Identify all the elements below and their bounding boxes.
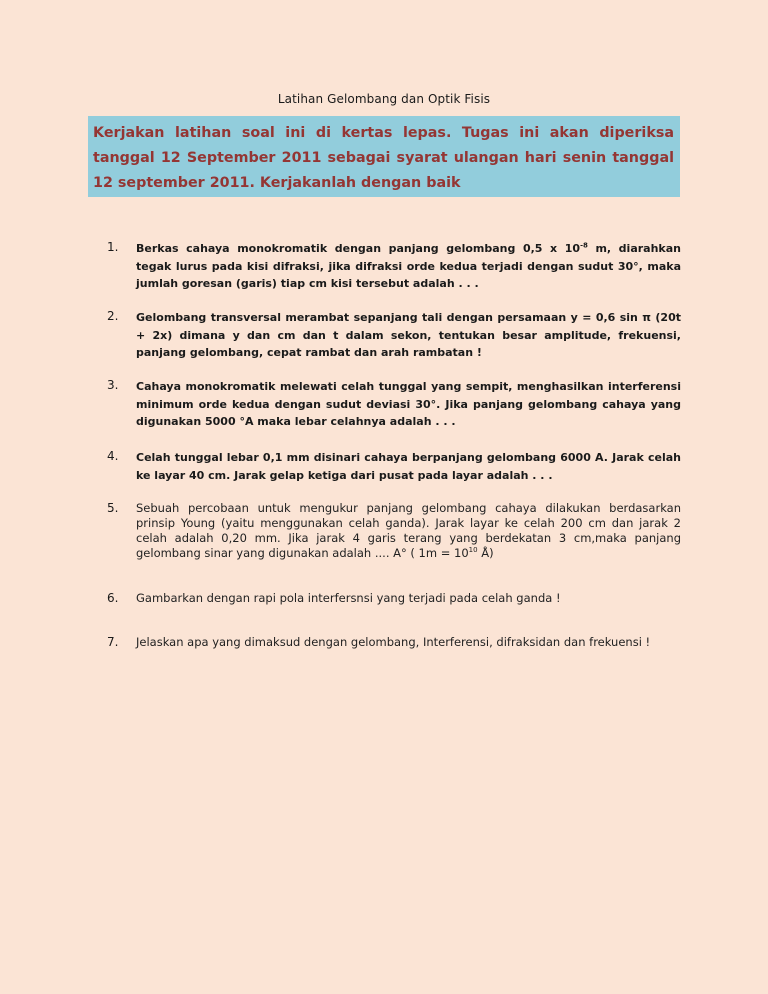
question-number: 1.	[107, 240, 119, 254]
question-text: Celah tunggal lebar 0,1 mm disinari cahaya berpanjang gelombang 6000 A. Jarak celah ke layar 40 cm. Jarak gelap ketiga dari pusat pada layar adalah . . .	[136, 451, 681, 482]
question-text: Gambarkan dengan rapi pola interfersnsi yang terjadi pada celah ganda !	[136, 591, 561, 605]
question-number: 2.	[107, 309, 119, 323]
question-number: 4.	[107, 449, 119, 463]
assignment-notice: Kerjakan latihan soal ini di kertas lepas. Tugas ini akan diperiksa tanggal 12 September 2011 sebagai syarat ulangan hari senin tanggal 12 september 2011. Kerjakanlah dengan baik	[88, 116, 680, 197]
question-4	[107, 449, 681, 484]
question-6	[107, 591, 681, 606]
question-text: Sebuah percobaan untuk mengukur panjang gelombang cahaya dilakukan berdasarkan prinsip Young (yaitu menggunakan celah ganda). Jarak layar ke celah 200 cm dan jarak 2 celah adalah 0,20 mm. Jika jarak 4 garis terang yang berdekatan 3 cm,maka panjang gelombang sinar yang digunakan adalah .... A° ( $1m = 10^{10}$ Å)	[136, 501, 681, 560]
question-text: Cahaya monokromatik melewati celah tunggal yang sempit, menghasilkan interferensi minimum orde kedua dengan sudut deviasi 30°. Jika panjang gelombang cahaya yang digunakan 5000 °A maka lebar celahnya adalah . . .	[136, 380, 681, 428]
question-1	[107, 240, 681, 293]
question-text: Gelombang transversal merambat sepanjang tali dengan persamaan y = 0,6 sin π (20t + 2x) dimana y dan cm dan t dalam sekon, tentukan besar amplitude, frekuensi, panjang gelombang, cepat rambat dan arah rambatan !	[136, 311, 681, 359]
question-number: 3.	[107, 378, 119, 392]
question-number: 5.	[107, 501, 119, 515]
question-2	[107, 309, 681, 362]
question-3	[107, 378, 681, 431]
question-number: 7.	[107, 635, 119, 649]
question-text: Berkas cahaya monokromatik dengan panjang gelombang 0,5 x $10^{-8}$ m, diarahkan tegak lurus pada kisi difraksi, jika difraksi orde kedua terjadi dengan sudut 30°, maka jumlah goresan (garis) tiap cm kisi tersebut adalah . . .	[136, 241, 681, 290]
question-5	[107, 501, 681, 561]
document-title: Latihan Gelombang dan Optik Fisis	[277, 92, 491, 106]
question-7	[107, 635, 681, 650]
question-text: Jelaskan apa yang dimaksud dengan gelombang, Interferensi, difraksidan dan frekuensi !	[136, 635, 651, 649]
question-number: 6.	[107, 591, 119, 605]
